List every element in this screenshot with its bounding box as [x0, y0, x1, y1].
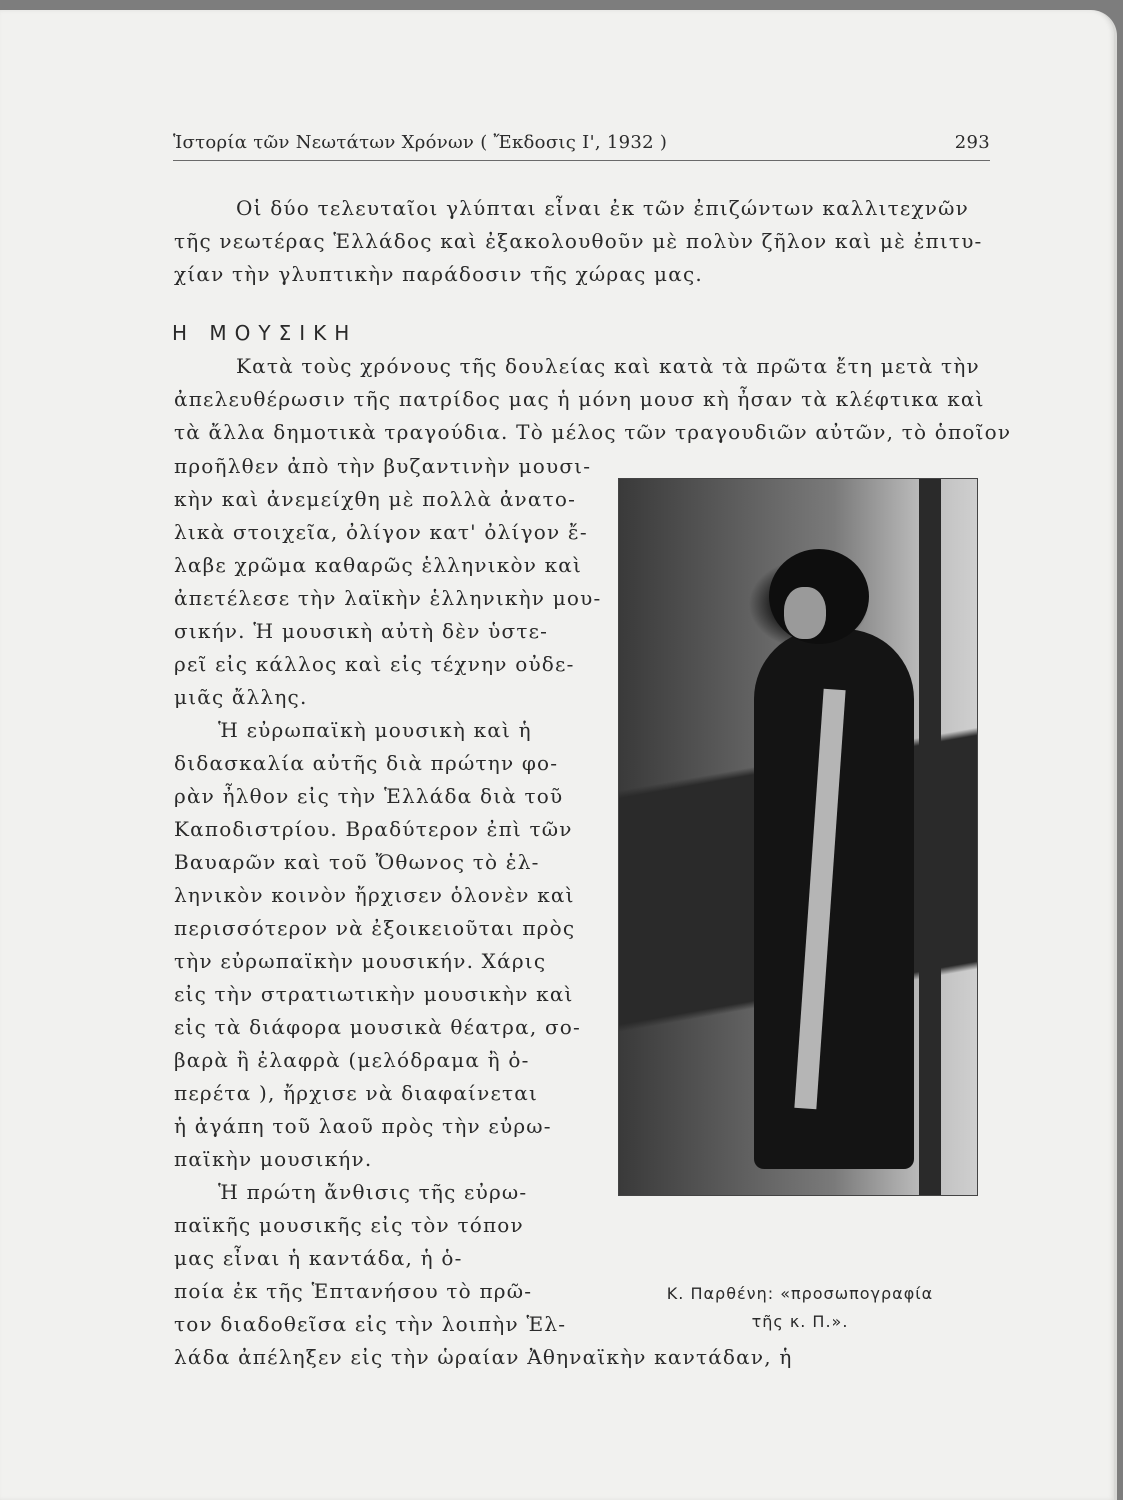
column-line: Καποδιστρίου. Βραδύτερον ἐπὶ τῶν — [174, 817, 573, 841]
column-line: τὴν εὐρωπαϊκὴν μουσικήν. Χάρις — [174, 949, 547, 973]
final-line: λάδα ἀπέληξεν εἰς τὴν ὡραίαν Ἀθηναϊκὴν καντάδαν, ἡ — [174, 1345, 793, 1369]
column-line: ληνικὸν κοινὸν ἤρχισεν ὁλονὲν καὶ — [174, 883, 575, 907]
column-line: λαβε χρῶμα καθαρῶς ἑλληνικὸν καὶ — [174, 553, 583, 577]
paragraph-line: ἀπελευθέρωσιν τῆς πατρίδος μας ἡ μόνη μουσ κὴ ἦσαν τὰ κλέφτικα καὶ — [174, 387, 985, 411]
section-heading: Η ΜΟΥΣΙΚΗ — [172, 321, 358, 345]
column-line: Ἡ εὐρωπαϊκὴ μουσικὴ καὶ ἡ — [218, 718, 532, 742]
column-line: ἀπετέλεσε τὴν λαϊκὴν ἑλληνικὴν μου- — [174, 586, 602, 610]
column-line: κὴν καὶ ἀνεμείχθη μὲ πολλὰ ἀνατο- — [174, 487, 577, 511]
paragraph-line: Κατὰ τοὺς χρόνους τῆς δουλείας καὶ κατὰ τὰ πρῶτα ἔτη μετὰ τὴν — [236, 354, 980, 378]
column-line: τον διαδοθεῖσα εἰς τὴν λοιπὴν Ἑλ- — [174, 1312, 567, 1336]
caption-line-1: Κ. Παρθένη: «προσωπογραφία — [666, 1284, 934, 1303]
paragraph-line: τὰ ἄλλα δημοτικὰ τραγούδια. Τὸ μέλος τῶν τραγουδιῶν αὐτῶν, τὸ ὁποῖον — [174, 420, 1012, 444]
column-line: διδασκαλία αὐτῆς διὰ πρώτην φο- — [174, 751, 559, 775]
photo-face — [784, 587, 826, 639]
book-page — [0, 10, 1117, 1500]
column-line: περέτα ), ἤρχισε νὰ διαφαίνεται — [174, 1081, 539, 1105]
running-header — [173, 128, 990, 161]
column-line: ρεῖ εἰς κάλλος καὶ εἰς τέχνην οὐδε- — [174, 652, 575, 676]
photo-caption — [610, 1280, 990, 1336]
column-line: Βαυαρῶν καὶ τοῦ Ὄθωνος τὸ ἑλ- — [174, 850, 540, 874]
column-line: βαρὰ ἢ ἐλαφρὰ (μελόδραμα ἢ ὀ- — [174, 1048, 530, 1072]
portrait-photograph — [618, 478, 978, 1196]
column-line: ἡ ἀγάπη τοῦ λαοῦ πρὸς τὴν εὐρω- — [174, 1114, 552, 1138]
column-line: εἰς τὴν στρατιωτικὴν μουσικὴν καὶ — [174, 982, 574, 1006]
intro-line: Οἱ δύο τελευταῖοι γλύπται εἶναι ἐκ τῶν ἐπιζώντων καλλιτεχνῶν — [236, 196, 969, 220]
page-number: 293 — [954, 132, 990, 153]
column-line: ποία ἐκ τῆς Ἑπτανήσου τὸ πρῶ- — [174, 1279, 533, 1303]
column-line: προῆλθεν ἀπὸ τὴν βυζαντινὴν μουσι- — [174, 454, 592, 478]
column-line: ρὰν ἦλθον εἰς τὴν Ἑλλάδα διὰ τοῦ — [174, 784, 564, 808]
column-line: Ἡ πρώτη ἄνθισις τῆς εὐρω- — [218, 1180, 528, 1204]
header-title: Ἱστορία τῶν Νεωτάτων Χρόνων ( Ἔκδοσις Ι', 1932 ) — [173, 132, 668, 153]
column-line: μας εἶναι ἡ καντάδα, ἡ ὁ- — [174, 1246, 463, 1270]
column-line: παϊκῆς μουσικῆς εἰς τὸν τόπον — [174, 1213, 524, 1237]
column-line: σικήν. Ἡ μουσικὴ αὐτὴ δὲν ὑστε- — [174, 619, 549, 643]
photo-pillar — [919, 479, 941, 1195]
intro-line: τῆς νεωτέρας Ἑλλάδος καὶ ἐξακολουθοῦν μὲ πολὺν ζῆλον καὶ μὲ ἐπιτυ- — [174, 229, 983, 253]
column-line: περισσότερον νὰ ἐξοικειοῦται πρὸς — [174, 916, 576, 940]
intro-line: χίαν τὴν γλυπτικὴν παράδοσιν τῆς χώρας μας. — [174, 262, 703, 286]
column-line: μιᾶς ἄλλης. — [174, 685, 308, 709]
caption-line-2: τῆς κ. Π.». — [751, 1312, 849, 1331]
column-line: παϊκὴν μουσικήν. — [174, 1147, 373, 1171]
column-line: λικὰ στοιχεῖα, ὀλίγον κατ' ὀλίγον ἔ- — [174, 520, 588, 544]
column-line: εἰς τὰ διάφορα μουσικὰ θέατρα, σο- — [174, 1015, 582, 1039]
